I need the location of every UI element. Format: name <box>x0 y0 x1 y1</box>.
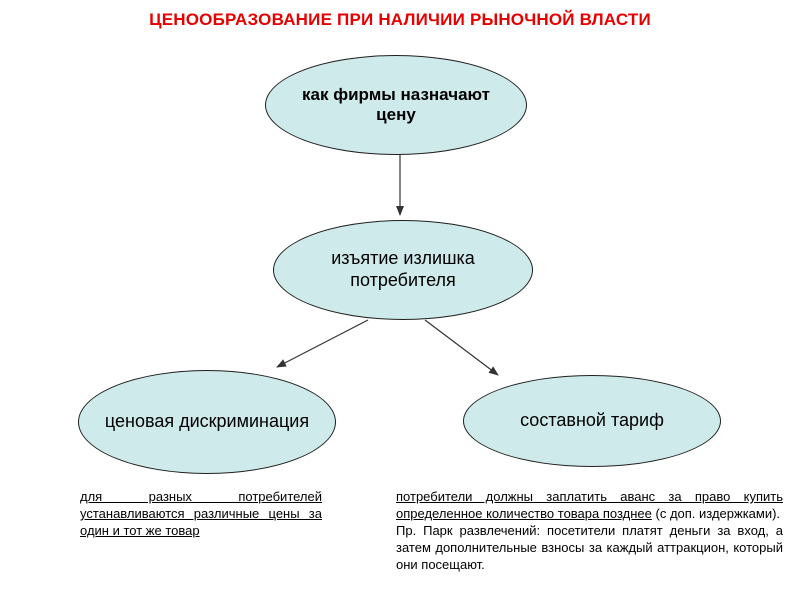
node-consumer-surplus-extraction <box>273 220 533 320</box>
node-how-firms-set-price <box>265 55 527 155</box>
note-two-part-tariff-definition <box>396 488 783 522</box>
note-price-discrimination <box>80 488 322 539</box>
note-two-part-tariff <box>396 488 783 573</box>
node-two-part-tariff-label: составной тариф <box>520 410 664 431</box>
node-price-discrimination-label: ценовая дискриминация <box>104 411 310 432</box>
note-two-part-tariff-underlined: потребители должны заплатить аванс за право купить определенное количество товара позднее <box>396 489 783 521</box>
diagram-title: ЦЕНООБРАЗОВАНИЕ ПРИ НАЛИЧИИ РЫНОЧНОЙ ВЛАСТИ <box>149 10 651 29</box>
node-how-firms-set-price-label: как фирмы назначают цену <box>302 84 490 124</box>
note-price-discrimination-text: для разных потребителей устанавливаются различные цены за один и тот же товар <box>80 489 322 538</box>
note-two-part-tariff-rest: (с доп. издержками). <box>651 506 781 521</box>
note-two-part-tariff-example: Пр. Парк развлечений: посетители платят деньги за вход, а затем дополнительные взносы за каждый аттракцион, который они посещают. <box>396 523 783 572</box>
arrow-middle-to-right <box>425 320 498 375</box>
node-price-discrimination <box>78 370 336 474</box>
node-two-part-tariff <box>463 375 721 467</box>
arrow-middle-to-left <box>277 320 368 367</box>
node-consumer-surplus-extraction-label: изъятие излишка потребителя <box>331 248 475 290</box>
